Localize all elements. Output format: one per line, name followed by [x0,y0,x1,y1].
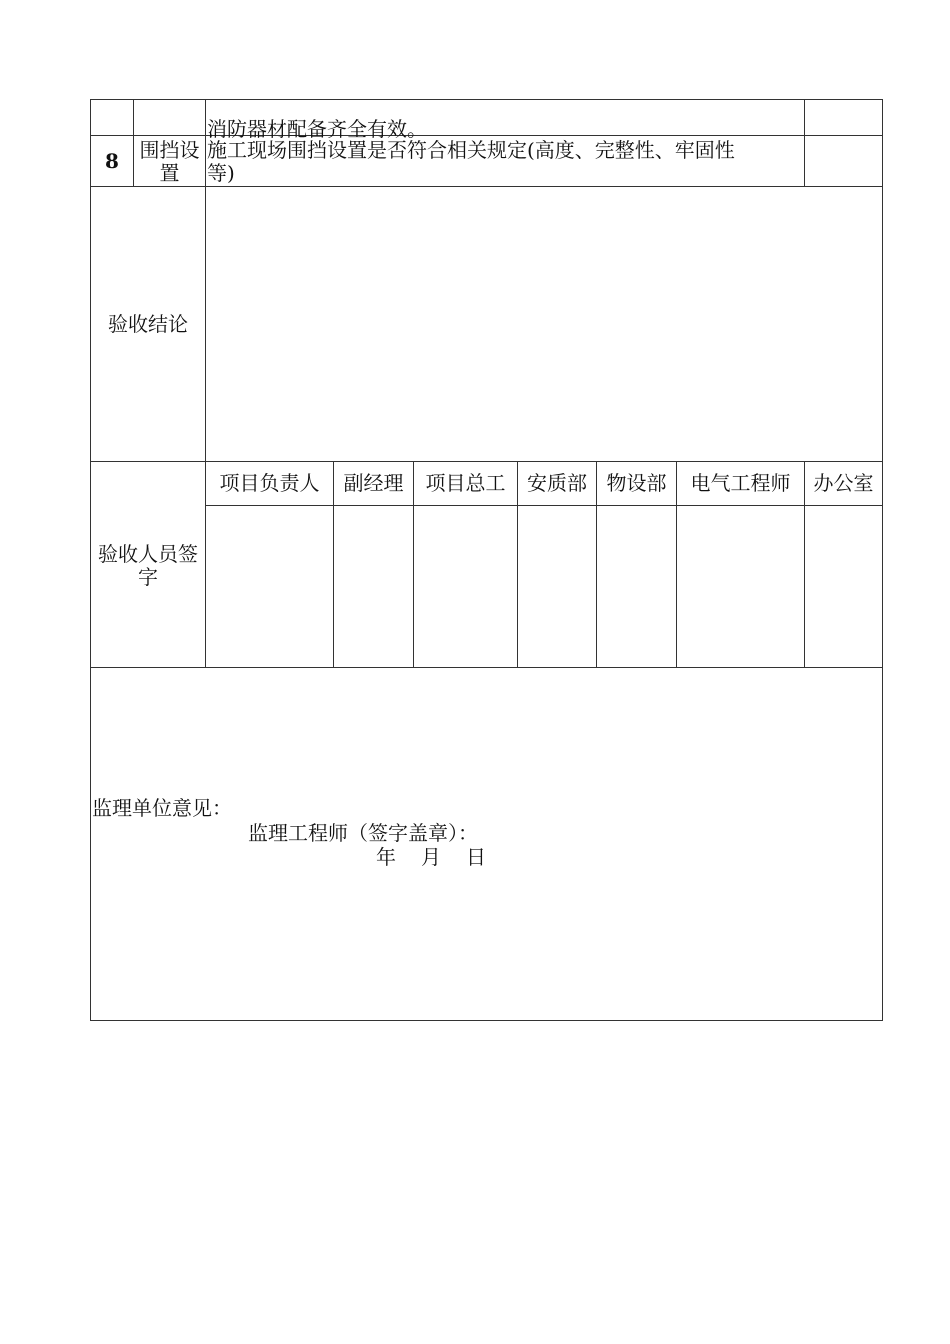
supervision-engineer-label: 监理工程师（签字盖章）： [248,821,478,845]
signature-cell-deputy-manager[interactable] [334,506,413,667]
signature-cell-safety-quality[interactable] [518,506,596,667]
signature-cell-chief-engineer[interactable] [414,506,517,667]
signature-cell-electrical-engineer[interactable] [677,506,804,667]
signature-label-line2: 字 [138,565,158,589]
item-content-line1: 施工现场围挡设置是否符合相关规定(高度、完整性、牢固性 [207,138,735,162]
grid-line [90,461,883,462]
item-name-line2: 置 [159,161,180,185]
role-header-electrical-engineer: 电气工程师 [690,471,791,495]
role-header-project-manager: 项目负责人 [219,471,320,495]
signature-label-line1: 验收人员签 [98,542,198,566]
fire-equipment-content: 消防器材配备齐全有效。 [207,117,427,141]
conclusion-field[interactable] [206,187,882,461]
signature-cell-materials[interactable] [597,506,676,667]
date-day-label: 日 [466,845,486,869]
grid-line [90,1020,883,1021]
role-header-chief-engineer: 项目总工 [425,471,506,495]
grid-line [90,667,883,668]
conclusion-label: 验收结论 [108,312,188,336]
item-name-line1: 围挡设 [139,138,200,162]
grid-line [882,99,883,1021]
role-header-office: 办公室 [813,471,874,495]
signature-cell-project-manager[interactable] [206,506,333,667]
date-year-label: 年 [376,845,396,869]
role-header-safety-quality: 安质部 [527,471,587,495]
role-header-deputy-manager: 副经理 [343,471,404,495]
supervision-opinion-label: 监理单位意见： [92,796,232,820]
role-header-materials: 物设部 [606,471,667,495]
item-content-line2: 等) [207,161,235,185]
signature-cell-office[interactable] [805,506,882,667]
grid-line [90,99,883,100]
item-number: 8 [105,149,119,173]
date-month-label: 月 [421,845,441,869]
grid-line [804,99,805,187]
